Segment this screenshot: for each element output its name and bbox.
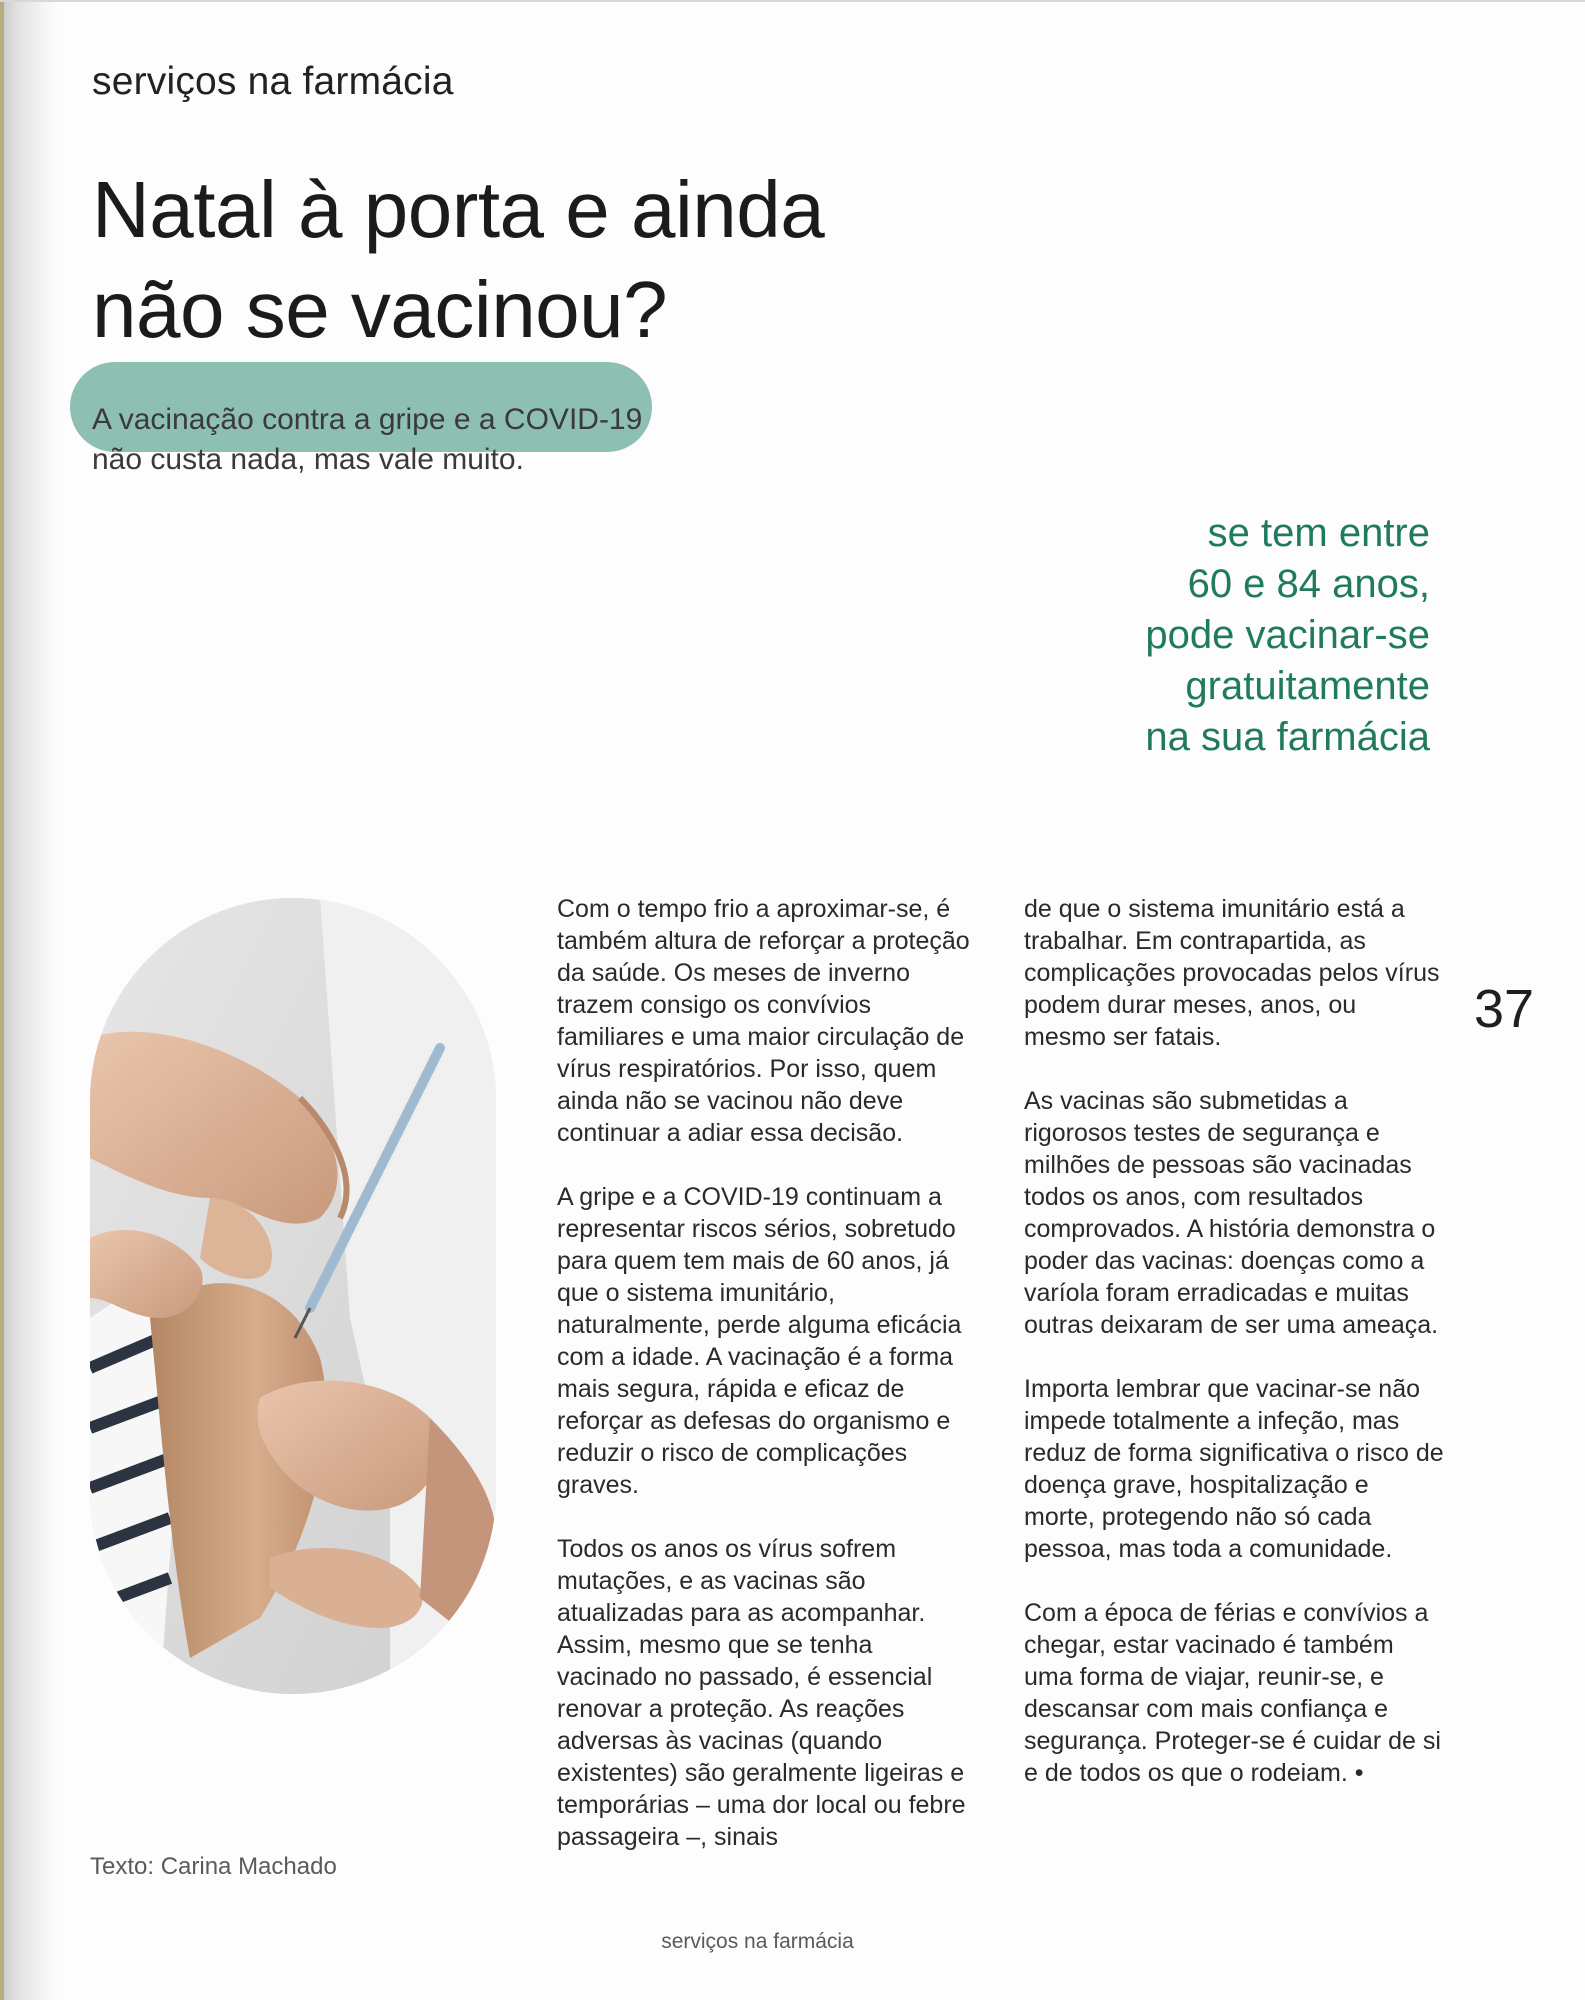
page-footer: serviços na farmácia [661,1930,854,1953]
page-number: 37 [1474,979,1535,1039]
page-top-edge [0,0,1585,2]
article-paragraph: Com o tempo frio a aproximar-se, é também altura de reforçar a proteção da saúde. Os meses de inverno trazem consigo os convívios familiares e uma maior circulação de vírus respiratórios. Por isso, quem ainda não se vacinou não deve continuar a adiar essa decisão. [557,895,970,1147]
article-column-1 [557,893,977,1885]
article-paragraph: de que o sistema imunitário está a trabalhar. Em contrapartida, as complicações provocadas pelos vírus podem durar meses, anos, ou mesmo ser fatais. [1024,895,1440,1051]
article-paragraph: Com a época de férias e convívios a chegar, estar vacinado é também uma forma de viajar, reunir-se, e descansar com mais confiança e segurança. Proteger-se é cuidar de si e de todos os que o rodeiam. • [1024,1599,1441,1787]
section-label: serviços na farmácia [92,60,454,103]
vaccination-illustration [90,898,496,1694]
article-paragraph: Importa lembrar que vacinar-se não impede totalmente a infeção, mas reduz de forma significativa o risco de doença grave, hospitalização e morte, protegendo não só cada pessoa, mas toda a comunidade. [1024,1375,1444,1563]
title-line-1: Natal à porta e ainda [92,165,825,254]
article-column-2 [1024,893,1444,1821]
article-title [92,160,824,360]
title-question-mark: ? [623,265,668,354]
callout-line: pode vacinar-se [1145,613,1430,657]
author-credit: Texto: Carina Machado [90,1853,337,1880]
page-binding-edge [0,0,4,2000]
callout-line: se tem entre [1207,511,1430,555]
callout-line: 60 e 84 anos, [1187,562,1430,606]
article-paragraph: A gripe e a COVID-19 continuam a representar riscos sérios, sobretudo para quem tem mais de 60 anos, já que o sistema imunitário, naturalmente, perde alguma eficácia com a idade. A vacinação é a forma mais segura, rápida e eficaz de reforçar as defesas do organismo e reduzir o risco de complicações graves. [557,1183,962,1499]
callout-line: na sua farmácia [1145,715,1430,759]
vaccination-photo [90,898,496,1694]
title-line-2 [92,260,667,360]
article-subtitle [92,400,792,480]
article-paragraph: Todos os anos os vírus sofrem mutações, e as vacinas são atualizadas para as acompanhar. Assim, mesmo que se tenha vacinado no passado, é essencial renovar a proteção. As reações adversas às vacinas (quando existentes) são geralmente ligeiras e temporárias – uma dor local ou febre passageira –, sinais [557,1535,966,1851]
page-binding-shadow [0,0,60,2000]
article-paragraph: As vacinas são submetidas a rigorosos testes de segurança e milhões de pessoas são vacinadas todos os anos, com resultados comprovados. A história demonstra o poder das vacinas: doenças como a varíola foram erradicadas e muitas outras deixaram de ser uma ameaça. [1024,1087,1439,1339]
subtitle-line-2: não custa nada, mas vale muito. [92,443,524,476]
title-highlight-text: não se vacinou [92,265,624,354]
callout-line: gratuitamente [1185,664,1430,708]
subtitle-line-1: A vacinação contra a gripe e a COVID-19 [92,403,643,436]
age-callout [930,508,1430,763]
